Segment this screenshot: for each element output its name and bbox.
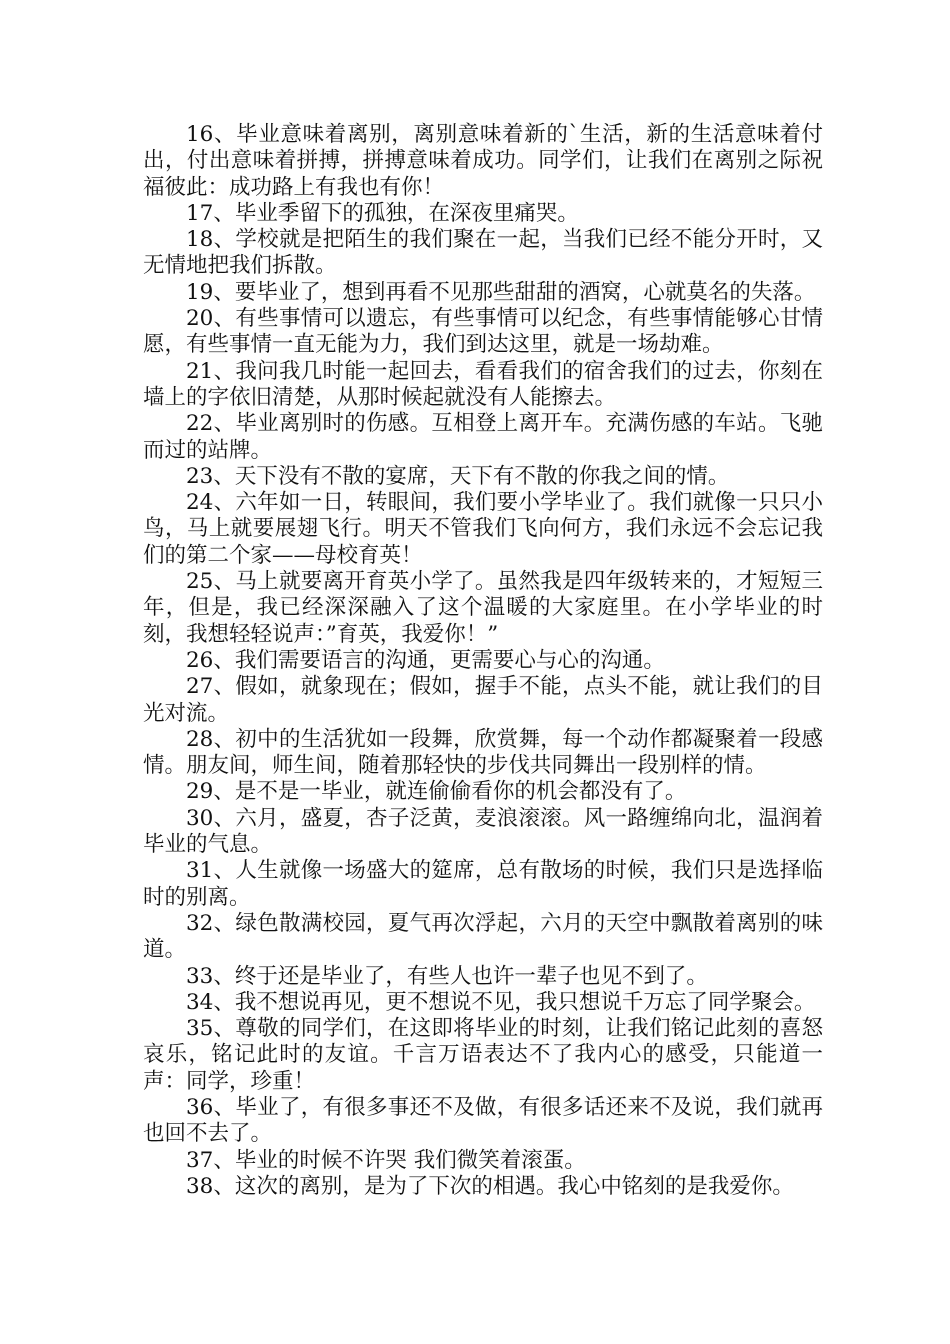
paragraph-16: 16、毕业意味着离别，离别意味着新的`生活，新的生活意味着付出，付出意味着拼搏，拼搏意味着成功。同学们，让我们在离别之际祝福彼此：成功路上有我也有你！ <box>143 122 823 200</box>
paragraph-30: 30、六月，盛夏，杏子泛黄，麦浪滚滚。风一路缠绵向北，温润着毕业的气息。 <box>143 805 823 858</box>
paragraph-37: 37、毕业的时候不许哭 我们微笑着滚蛋。 <box>186 1147 586 1173</box>
paragraph-33: 33、终于还是毕业了，有些人也许一辈子也见不到了。 <box>186 963 708 989</box>
paragraph-35: 35、尊敬的同学们，在这即将毕业的时刻，让我们铭记此刻的喜怒哀乐，铭记此时的友谊。千言万语表达不了我内心的感受，只能道一声：同学，珍重！ <box>143 1016 823 1094</box>
paragraph-23: 23、天下没有不散的宴席，天下有不散的你我之间的情。 <box>186 463 730 489</box>
paragraph-24: 24、六年如一日，转眼间，我们要小学毕业了。我们就像一只只小鸟，马上就要展翅飞行。明天不管我们飞向何方，我们永远不会忘记我们的第二个家——母校育英！ <box>143 490 823 568</box>
paragraph-28: 28、初中的生活犹如一段舞，欣赏舞，每一个动作都凝聚着一段感情。朋友间，师生间，随着那轻快的步伐共同舞出一段别样的情。 <box>143 726 823 779</box>
paragraph-21: 21、我问我几时能一起回去，看看我们的宿舍我们的过去，你刻在墙上的字依旧清楚，从那时候起就没有人能擦去。 <box>143 358 823 410</box>
paragraph-19: 19、要毕业了，想到再看不见那些甜甜的酒窝，心就莫名的失落。 <box>186 279 816 305</box>
paragraph-36: 36、毕业了，有很多事还不及做，有很多话还来不及说，我们就再也回不去了。 <box>143 1094 823 1147</box>
paragraph-27: 27、假如，就象现在；假如，握手不能，点头不能，就让我们的目光对流。 <box>143 674 823 726</box>
paragraph-20: 20、有些事情可以遗忘，有些事情可以纪念，有些事情能够心甘情愿，有些事情一直无能为力，我们到达这里，就是一场劫难。 <box>143 306 823 358</box>
paragraph-25: 25、马上就要离开育英小学了。虽然我是四年级转来的，才短短三年，但是，我已经深深融入了这个温暖的大家庭里。在小学毕业的时刻，我想轻轻说声：”育英，我爱你！” <box>143 569 823 647</box>
paragraph-29: 29、是不是一毕业，就连偷偷看你的机会都没有了。 <box>186 779 687 805</box>
paragraph-34: 34、我不想说再见，更不想说不见，我只想说千万忘了同学聚会。 <box>186 989 816 1015</box>
paragraph-22: 22、毕业离别时的伤感。互相登上离开车。充满伤感的车站。飞驰而过的站牌。 <box>143 411 823 463</box>
paragraph-31: 31、人生就像一场盛大的筵席，总有散场的时候，我们只是选择临时的别离。 <box>143 858 823 910</box>
paragraph-26: 26、我们需要语言的沟通，更需要心与心的沟通。 <box>186 647 665 673</box>
paragraph-18: 18、学校就是把陌生的我们聚在一起，当我们已经不能分开时，又无情地把我们拆散。 <box>143 227 823 279</box>
document-body <box>143 122 823 1200</box>
paragraph-17: 17、毕业季留下的孤独，在深夜里痛哭。 <box>186 200 579 226</box>
paragraph-38: 38、这次的离别，是为了下次的相遇。我心中铭刻的是我爱你。 <box>186 1173 794 1199</box>
paragraph-32: 32、绿色散满校园，夏气再次浮起，六月的天空中飘散着离别的味道。 <box>143 910 823 963</box>
